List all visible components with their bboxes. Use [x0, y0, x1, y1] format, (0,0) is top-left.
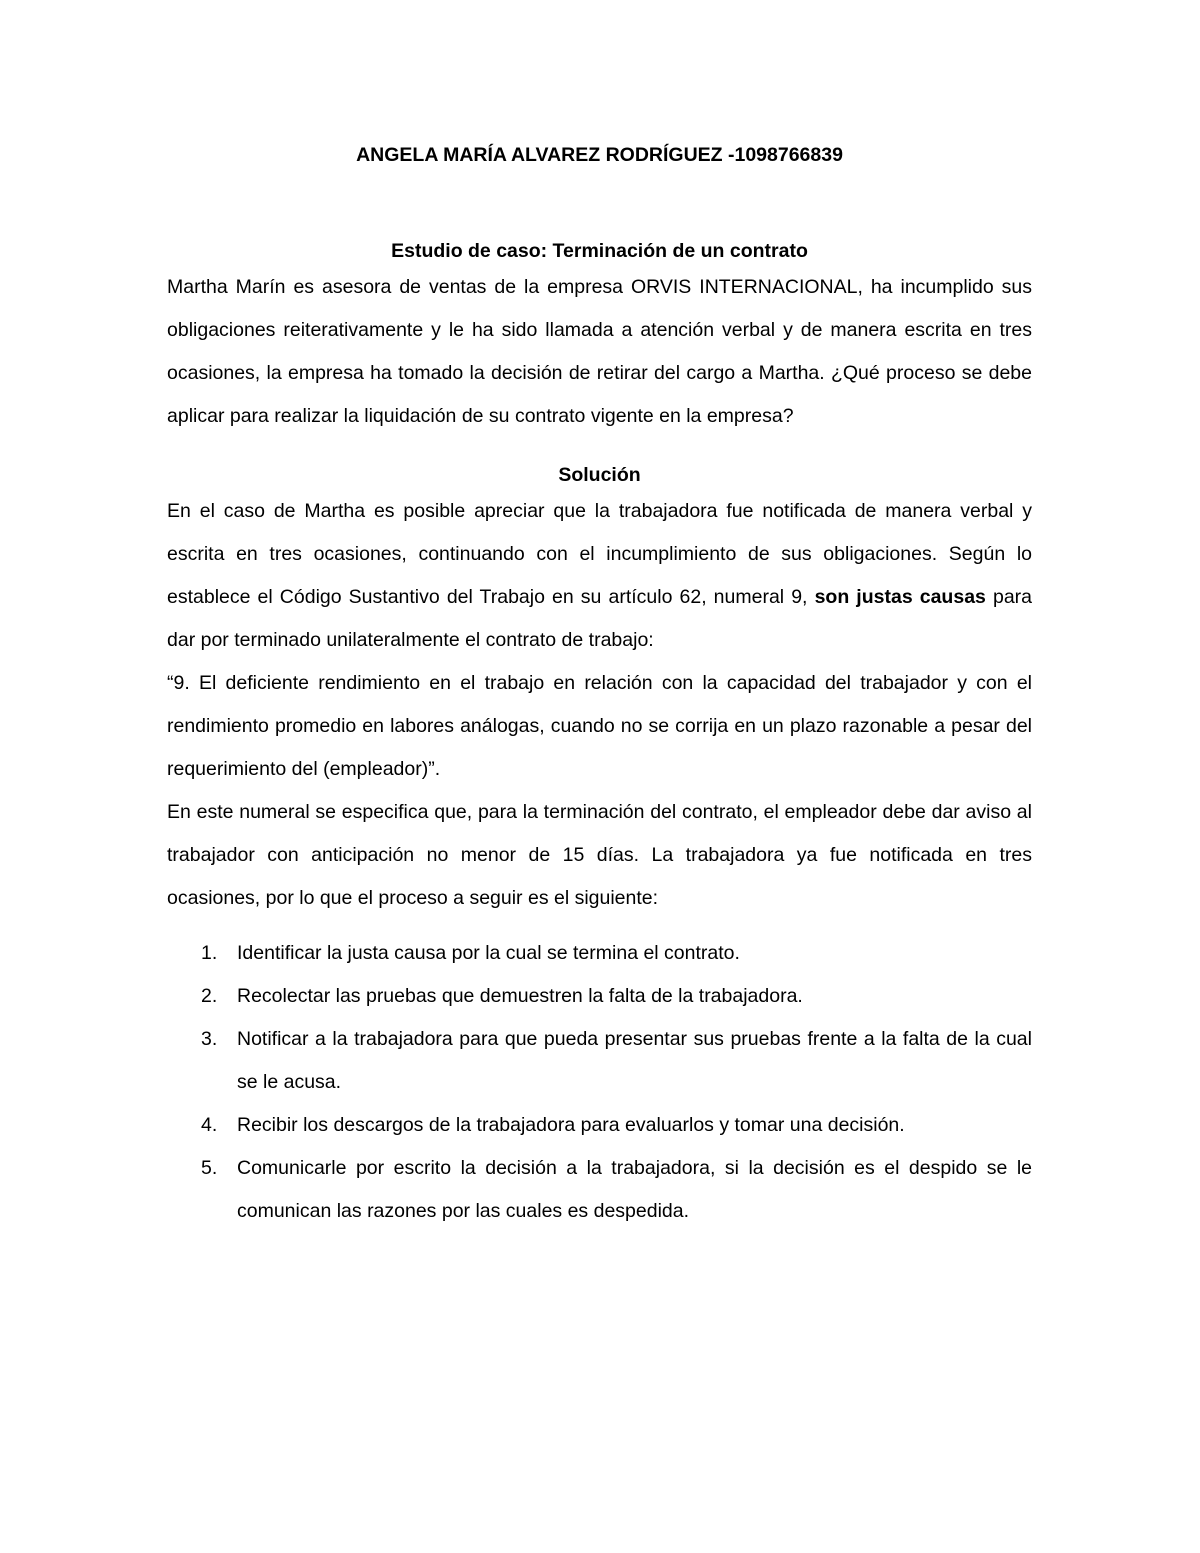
analysis-text-after: para dar por terminado unilateralmente el contrato de trabajo:	[167, 586, 1032, 651]
analysis-text-before: En el caso de Martha es posible apreciar que la trabajadora fue notificada de manera verbal y escrita en tres ocasiones, continuando con el incumplimiento de sus obligaciones. Según lo establece el Código Sustantivo del Trabajo en su artículo 62, numeral 9,	[167, 500, 1032, 608]
list-item	[167, 932, 1032, 975]
list-item	[167, 1147, 1032, 1233]
steps-list	[167, 932, 1032, 1233]
list-item-text: Identificar la justa causa por la cual se termina el contrato.	[237, 942, 740, 964]
solution-heading: Solución	[558, 464, 641, 486]
analysis-paragraph	[167, 490, 1032, 662]
document-body	[167, 140, 1032, 1233]
list-item-text: Notificar a la trabajadora para que pueda presentar sus pruebas frente a la falta de la cual se le acusa.	[237, 1028, 1032, 1093]
list-item-number: 4.	[201, 1114, 218, 1136]
list-item-number: 1.	[201, 942, 218, 964]
quote-paragraph: “9. El deficiente rendimiento en el trabajo en relación con la capacidad del trabajador y con el rendimiento promedio en labores análogas, cuando no se corrija en un plazo razonable a pesar del requerimiento del (empleador)”.	[167, 672, 1032, 780]
explanation-paragraph: En este numeral se especifica que, para la terminación del contrato, el empleador debe dar aviso al trabajador con anticipación no menor de 15 días. La trabajadora ya fue notificada en tres ocasiones, por lo que el proceso a seguir es el siguiente:	[167, 801, 1032, 909]
list-item-number: 5.	[201, 1157, 218, 1179]
analysis-bold-text: son justas causas	[814, 586, 986, 608]
list-item-number: 2.	[201, 985, 218, 1007]
list-item	[167, 1104, 1032, 1147]
list-item-number: 3.	[201, 1028, 218, 1050]
list-item	[167, 975, 1032, 1018]
list-item	[167, 1018, 1032, 1104]
list-item-text: Recolectar las pruebas que demuestren la falta de la trabajadora.	[237, 985, 803, 1007]
author-line: ANGELA MARÍA ALVAREZ RODRÍGUEZ -1098766839	[356, 144, 843, 166]
intro-paragraph: Martha Marín es asesora de ventas de la empresa ORVIS INTERNACIONAL, ha incumplido sus obligaciones reiterativamente y le ha sido llamada a atención verbal y de manera escrita en tres ocasiones, la empresa ha tomado la decisión de retirar del cargo a Martha. ¿Qué proceso se debe aplicar para realizar la liquidación de su contrato vigente en la empresa?	[167, 276, 1032, 427]
list-item-text: Recibir los descargos de la trabajadora para evaluarlos y tomar una decisión.	[237, 1114, 905, 1136]
list-item-text: Comunicarle por escrito la decisión a la trabajadora, si la decisión es el despido se le comunican las razones por las cuales es despedida.	[237, 1157, 1032, 1222]
case-title: Estudio de caso: Terminación de un contrato	[391, 240, 808, 262]
